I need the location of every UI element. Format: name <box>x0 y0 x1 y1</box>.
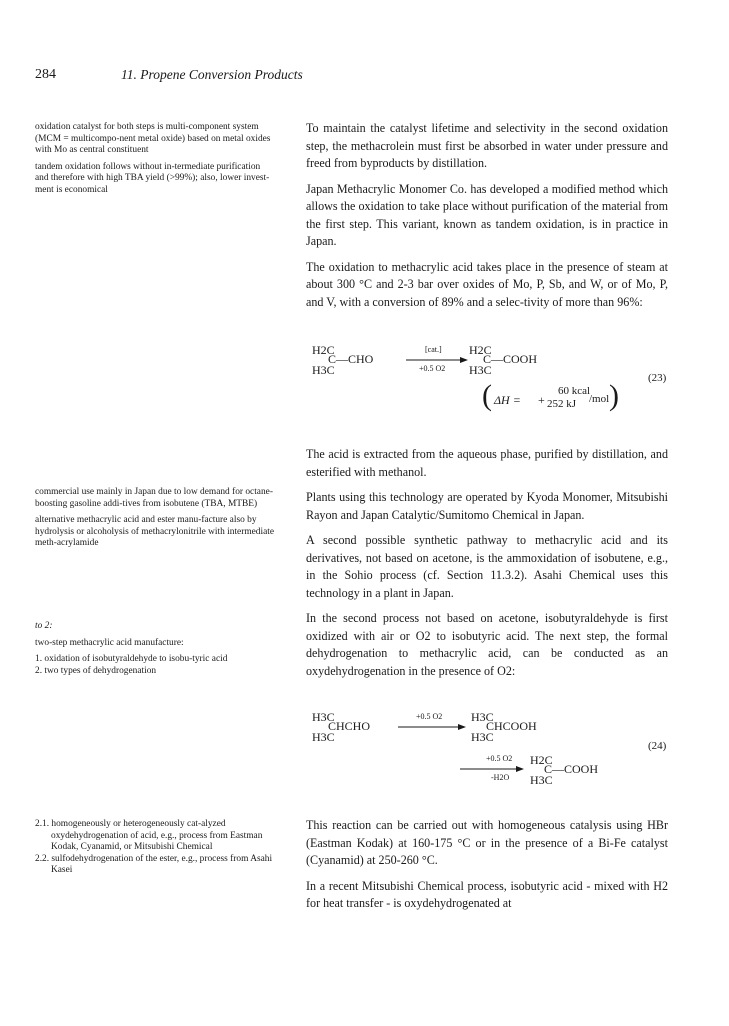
eq-atom: H3C <box>530 773 553 787</box>
eq-condition: +0.5 O2 <box>416 712 443 721</box>
running-title: 11. Propene Conversion Products <box>121 67 303 82</box>
eq-atom: H3C <box>312 710 335 724</box>
paragraph: Plants using this technology are operated by Kyoda Monomer, Mitsubishi Rayon and Japan Catalytic/Sumitomo Chemical in Japan. <box>306 490 668 522</box>
equation-number: (24) <box>648 740 667 752</box>
arrow-icon <box>398 723 466 731</box>
eq-unit: /mol <box>589 393 610 405</box>
arrow-icon <box>406 356 468 364</box>
main-block-1 <box>306 120 668 319</box>
side-note: alternative methacrylic acid and ester manu-facture also by hydrolysis or alcoholysis of methacrylonitrile with intermediate meth-acrylamide <box>35 515 275 548</box>
main-block-3 <box>306 817 668 921</box>
eq-atom: H2C <box>312 343 335 357</box>
page-number: 284 <box>35 67 56 82</box>
sidebar-block-1 <box>35 122 275 201</box>
eq-atom: H3C <box>469 363 492 377</box>
eq-paren: ) <box>609 379 619 412</box>
side-note: commercial use mainly in Japan due to low demand for octane-boosting gasoline addi-tives from isobutene (TBA, MTBE) <box>35 487 273 509</box>
paragraph: To maintain the catalyst lifetime and selectivity in the second oxidation step, the methacrolein must first be absorbed in water under pressure and freed from byproducts by distillation. <box>306 121 668 170</box>
paragraph: In the second process not based on acetone, isobutyraldehyde is first oxidized with air or O2 to isobutyric acid. The next step, the formal dehydrogenation to methacrylic acid, can be conducted as an oxydehydrogenation in the presence of O2: <box>306 611 668 678</box>
side-note: to 2: <box>35 621 53 631</box>
eq-atom: H2C <box>469 343 492 357</box>
paragraph: In a recent Mitsubishi Chemical process, isobutyric acid - mixed with H2 for heat transfer - is oxydehydrogenated at <box>306 878 668 910</box>
side-note: tandem oxidation follows without in-termediate purification and therefore with high TBA yield (>99%); also, lower invest-ment is economical <box>35 161 270 195</box>
main-block-2 <box>306 446 668 688</box>
side-list-item: 2.2. sulfodehydrogenation of the ester, e.g., process from Asahi Kasei <box>35 853 273 875</box>
eq-condition: +0.5 O2 <box>419 364 446 373</box>
eq-condition: +0.5 O2 <box>486 754 513 763</box>
side-list-item: 2.1. homogeneously or heterogeneously cat-alyzed oxydehydrogenation of acid, e.g., process from Eastman Kodak, Cyanamid, or Mitsubishi Chemical <box>35 819 263 852</box>
sidebar-block-2 <box>35 487 275 555</box>
paragraph: The acid is extracted from the aqueous phase, purified by distillation, and esterified with methanol. <box>306 447 668 479</box>
eq-value: 60 kcal <box>558 385 591 397</box>
sidebar-block-4 <box>35 819 275 877</box>
paragraph: The oxidation to methacrylic acid takes place in the presence of steam at about 300 °C and 2-3 bar over oxides of Mo, P, Sb, and W, or of Mo, P, and V, with a conversion of 89% and a selec-tivity of more than 96%: <box>306 259 668 309</box>
eq-atom: H3C <box>312 363 335 377</box>
equation-number: (23) <box>648 372 667 384</box>
equation-24 <box>306 710 686 785</box>
eq-atom: C—COOH <box>544 762 599 776</box>
eq-condition: [cat.] <box>425 345 442 354</box>
side-note: oxidation catalyst for both steps is multi-component system (MCM = multicompo-nent metal oxide) based on metal oxides with Mo as central constituent <box>35 122 271 155</box>
paragraph: Japan Methacrylic Monomer Co. has developed a modified method which allows the oxidation to take place without purification of the material from the first step. This variant, known as tandem oxidation, is in practice in Japan. <box>306 181 668 248</box>
side-list-item: 1. oxidation of isobutyraldehyde to isobu-tyric acid <box>35 654 228 664</box>
eq-atom: H2C <box>530 753 553 767</box>
eq-atom: CHCOOH <box>486 719 537 733</box>
eq-condition: -H2O <box>491 773 510 782</box>
eq-atom: C—CHO <box>328 352 374 366</box>
side-list-item: 2. two types of dehydrogenation <box>35 665 157 676</box>
eq-atom: H3C <box>312 730 335 744</box>
side-note: two-step methacrylic acid manufacture: <box>35 637 184 648</box>
eq-label: ΔH = <box>494 393 521 407</box>
eq-atom: C—COOH <box>483 352 538 366</box>
equation-23 <box>306 343 686 438</box>
eq-atom: H3C <box>471 730 494 744</box>
eq-atom: CHCHO <box>328 719 371 733</box>
paragraph: This reaction can be carried out with homogeneous catalysis using HBr (Eastman Kodak) at 160-175 °C or in the presence of a Bi-Fe catalyst (Cyanamid) at 250-260 °C. <box>306 818 668 867</box>
sidebar-block-3 <box>35 621 275 677</box>
paragraph: A second possible synthetic pathway to methacrylic acid and its derivatives, not based on acetone, is the ammoxidation of isobutene, e.g., in the Sohio process (cf. Section 11.3.2). Asahi Chemical uses this technology in a plant in Japan. <box>306 533 668 600</box>
eq-value: 252 kJ <box>547 398 577 410</box>
eq-sign: + <box>538 393 545 407</box>
eq-atom: H3C <box>471 710 494 724</box>
arrow-icon <box>460 765 524 773</box>
eq-paren: ( <box>482 379 492 412</box>
